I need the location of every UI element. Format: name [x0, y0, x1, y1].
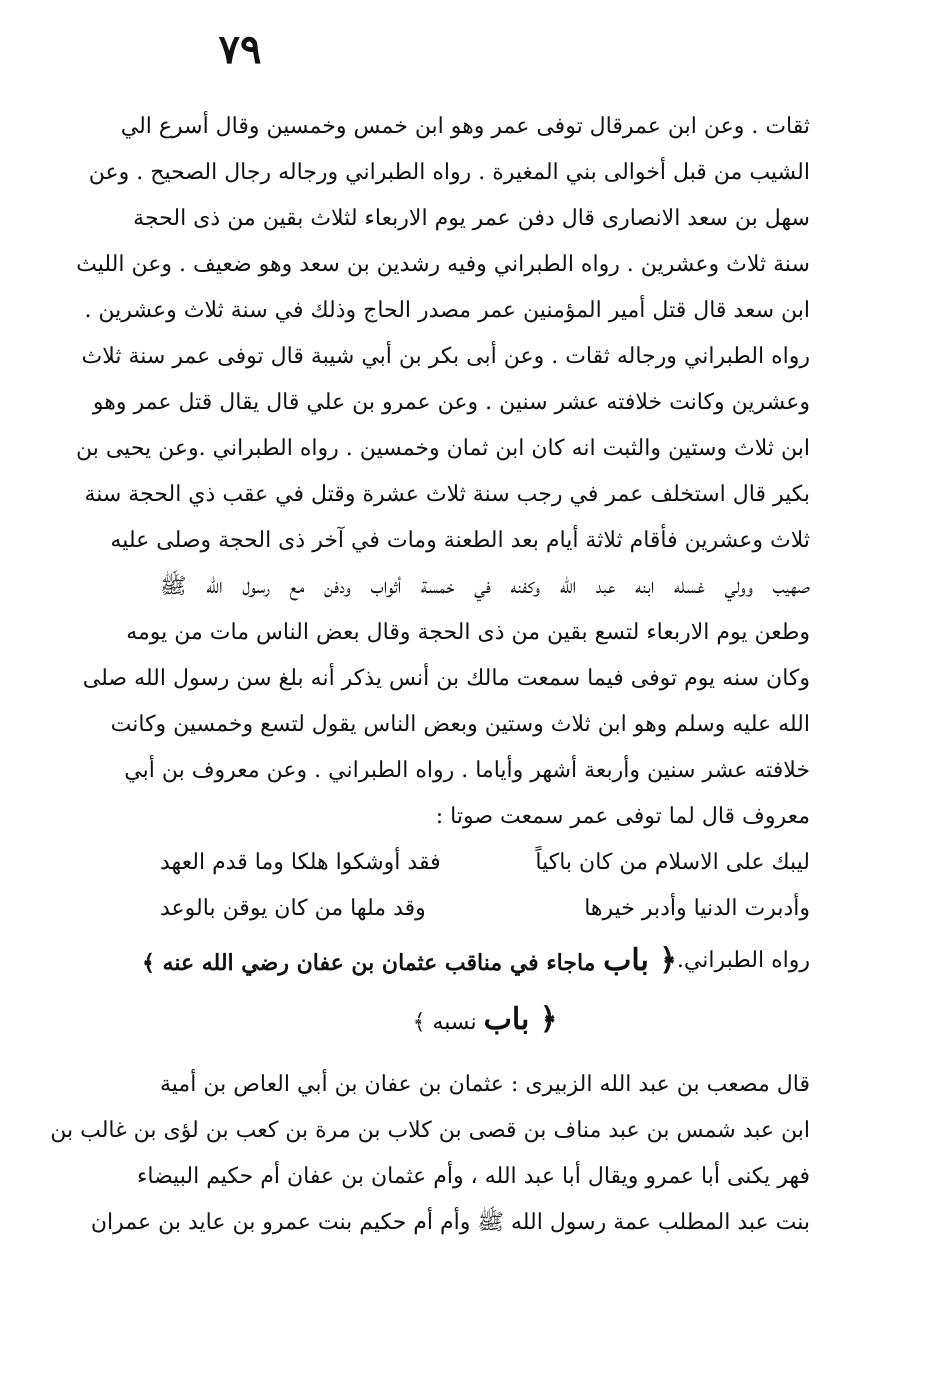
text-line: وطعن يوم الاربعاء لتسع بقين من ذى الحجة وقال بعض الناس مات من يومه: [126, 620, 810, 645]
text-line: وعشرين وكانت خلافته عشر سنين . وعن عمرو بن علي قال يقال قتل عمر وهو: [92, 390, 810, 415]
verse-second-hemistich: وقد ملها من كان يوقن بالوعد: [160, 896, 426, 921]
text-line: بنت عبد المطلب عمة رسول الله ﷺ وأم أم حكيم بنت عمرو بن عايد بن عمران: [90, 1210, 810, 1235]
text-line: الشيب من قبل أخوالى بني المغيرة . رواه الطبراني ورجاله رجال الصحيح . وعن: [88, 160, 810, 185]
verse-first-hemistich: ليبك على الاسلام من كان باكياً: [535, 850, 810, 875]
text-line: صهيب وولي غسله ابنه عبد الله وكفنه في خمسة أثواب ودفن مع رسول الله ﷺ: [160, 574, 810, 599]
text-line: خلافته عشر سنين وأربعة أشهر وأياما . رواه الطبراني . وعن معروف بن أبي: [124, 758, 810, 783]
poem-verse: [160, 886, 810, 932]
text-line: رواه الطبراني ورجاله ثقات . وعن أبى بكر بن أبي شيبة قال توفى عمر سنة ثلاث: [81, 344, 810, 369]
page-number: ٧٩: [218, 26, 262, 73]
bab-label: ﴿ باب: [603, 943, 677, 978]
text-line: ابن سعد قال قتل أمير المؤمنين عمر مصدر الحاج وذلك في سنة ثلاث وعشرين .: [84, 298, 810, 323]
verse-second-hemistich: فقد أوشكوا هلكا وما قدم العهد: [160, 850, 441, 875]
text-line: معروف قال لما توفى عمر سمعت صوتا :: [435, 804, 810, 829]
text-line: وكان سنه يوم توفى فيما سمعت مالك بن أنس يذكر أنه بلغ سن رسول الله صلى: [82, 666, 810, 691]
text-line: ابن عبد شمس بن عبد مناف بن قصى بن كلاب بن مرة بن كعب بن لؤى بن غالب بن: [50, 1118, 810, 1143]
text-line: ابن ثلاث وستين والثبت انه كان ابن ثمان وخمسين . رواه الطبراني .وعن يحيى بن: [75, 436, 810, 461]
text-line: فهر يكنى أبا عمرو ويقال أبا عبد الله ، وأم عثمان بن عفان أم حكيم البيضاء: [137, 1164, 810, 1189]
poem: [160, 840, 810, 932]
poem-verse: [160, 840, 810, 886]
text-line: قال مصعب بن عبد الله الزبيرى : عثمان بن عفان بن أبي العاص بن أمية: [160, 1072, 810, 1097]
chapter-heading-uthman: [141, 936, 810, 986]
text-line: سنة ثلاث وعشرين . رواه الطبراني وفيه رشدين بن سعد وهو ضعيف . وعن الليث: [76, 252, 810, 277]
text-line: بكير قال استخلف عمر في رجب سنة ثلاث عشرة وقتل في عقب ذي الحجة سنة: [84, 482, 810, 507]
attribution-text: رواه الطبراني.: [676, 948, 810, 973]
text-line: سهل بن سعد الانصارى قال دفن عمر يوم الاربعاء لثلاث بقين من ذى الحجة: [133, 206, 810, 231]
verse-first-hemistich: وأدبرت الدنيا وأدبر خيرها: [584, 896, 810, 921]
text-line: الله عليه وسلم وهو ابن ثلاث وستين وبعض الناس يقول لتسع وخمسين وكانت: [110, 712, 810, 737]
section-title-text: نسبه ﴾: [412, 1010, 477, 1035]
bab-label: ﴿ باب: [483, 1002, 558, 1037]
text-line: ثلاث وعشرين فأقام ثلاثة أيام بعد الطعنة ومات في آخر ذى الحجة وصلى عليه: [110, 528, 810, 553]
chapter-title-text: ماجاء في مناقب عثمان بن عفان رضي الله عنه ﴾: [141, 950, 596, 976]
text-line: ثقات . وعن ابن عمرقال توفى عمر وهو ابن خمس وخمسين وقال أسرع الي: [120, 114, 810, 139]
chapter-title: [142, 936, 677, 986]
paragraph-hadith-reports: [75, 104, 810, 840]
section-heading-lineage: [160, 995, 810, 1045]
paragraph-lineage: [50, 1062, 810, 1246]
